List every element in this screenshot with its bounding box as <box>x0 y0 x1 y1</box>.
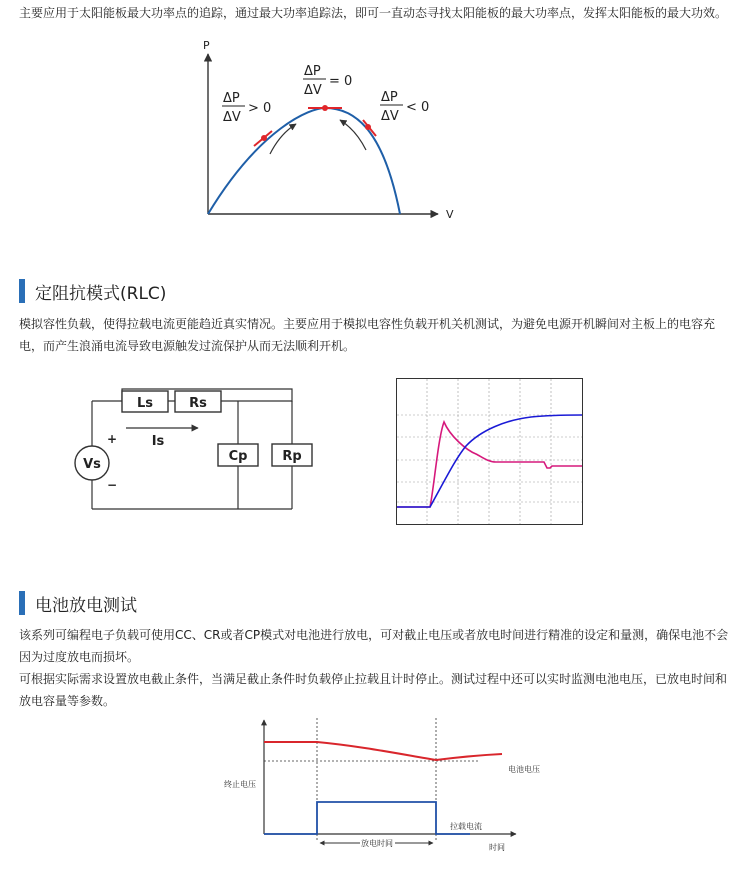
intro-text: 主要应用于太阳能板最大功率点的追踪，通过最大功率追踪法，即可一直动态寻找太阳能板的最大功率点，发挥太阳能板的最大功效。 <box>19 6 728 20</box>
y-axis-label: P <box>203 39 210 52</box>
cutoff-voltage-label: 终止电压 <box>224 780 256 789</box>
battery-voltage-curve <box>264 742 502 760</box>
right-rel: < 0 <box>406 100 430 115</box>
rlc-section-heading <box>19 277 166 305</box>
rp-label: Rp <box>282 449 302 464</box>
rlc-circuit-diagram <box>70 388 330 513</box>
battery-section-text-1: 该系列可编程电子负载可使用CC、CR或者CP模式对电池进行放电，可对截止电压或者放电时间进行精准的设定和量测，确保电池不会因为过度放电而损坏。 <box>19 628 729 664</box>
accent-bar <box>19 591 25 615</box>
scope-waveform <box>396 378 583 525</box>
left-rel: > 0 <box>248 101 272 116</box>
rlc-section-text: 模拟容性负载，使得拉载电流更能趋近真实情况。主要应用于模拟电容性负载开机关机测试，为避免电源开机瞬间对主板上的电容充电，而产生浪涌电流导致电源触发过流保护从而无法顺利开机。 <box>19 317 716 353</box>
accent-bar <box>19 279 25 303</box>
battery-section-title: 电池放电测试 <box>35 595 137 616</box>
minus-label: − <box>107 478 118 492</box>
load-current-label: 拉载电流 <box>450 822 482 831</box>
left-point <box>261 135 267 141</box>
right-point <box>365 124 371 130</box>
right-num: ΔP <box>381 90 398 105</box>
battery-section-text-2: 可根据实际需求设置放电截止条件，当满足截止条件时负载停止拉载且计时停止。测试过程中还可以实时监测电池电压，已放电时间和放电容量等参数。 <box>19 672 728 708</box>
left-num: ΔP <box>223 91 240 106</box>
battery-discharge-diagram <box>220 716 540 856</box>
ls-label: Ls <box>136 396 154 411</box>
vs-label: Vs <box>83 457 101 472</box>
top-rel: = 0 <box>329 74 353 89</box>
peak-point <box>322 105 328 111</box>
x-axis-label: V <box>446 208 454 221</box>
plus-label: + <box>107 432 118 446</box>
left-den: ΔV <box>223 110 241 125</box>
battery-section-heading <box>19 589 137 617</box>
top-num: ΔP <box>304 64 321 79</box>
discharge-time-label: 放电时间 <box>361 839 393 848</box>
rs-label: Rs <box>189 396 207 411</box>
time-axis-label: 时间 <box>489 843 505 852</box>
cp-label: Cp <box>228 449 248 464</box>
left-arrow <box>270 124 296 154</box>
rlc-section-title: 定阻抗模式(RLC) <box>35 283 167 304</box>
top-den: ΔV <box>304 83 322 98</box>
battery-voltage-label: 电池电压 <box>508 765 540 774</box>
load-current-curve <box>264 802 470 834</box>
is-label: Is <box>151 434 165 449</box>
right-den: ΔV <box>381 109 399 124</box>
mppt-diagram <box>190 38 470 228</box>
